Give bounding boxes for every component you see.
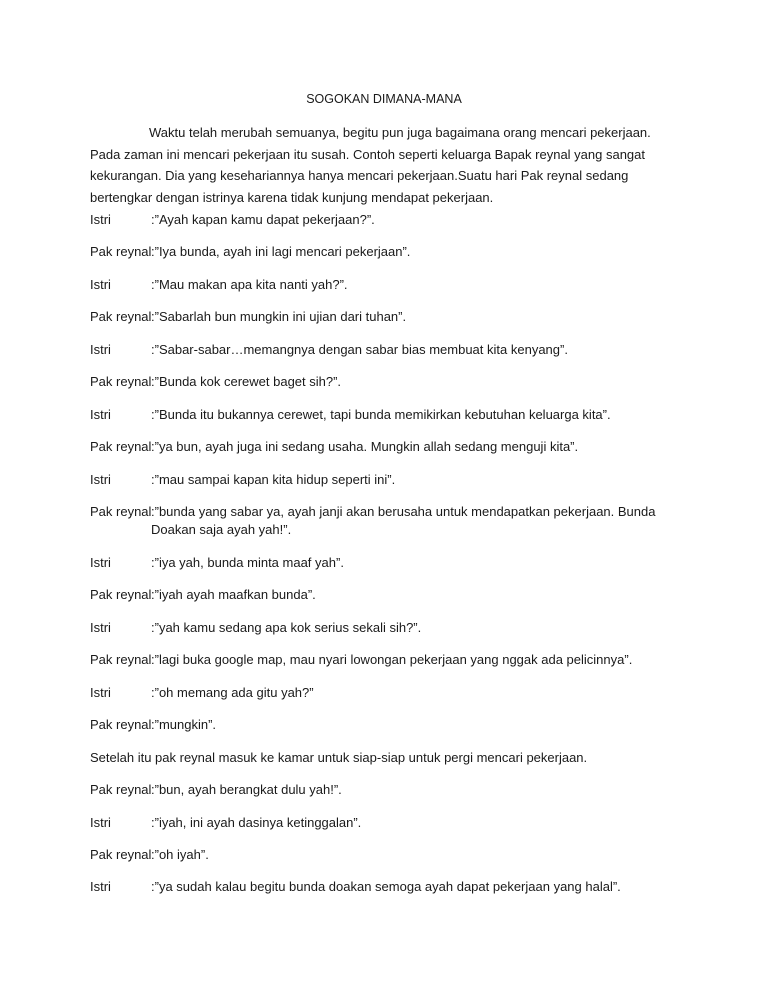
dialogue-line <box>90 715 690 735</box>
speech-text: :”bun, ayah berangkat dulu yah!”. <box>151 782 342 797</box>
speech-text: :”Sabarlah bun mungkin ini ujian dari tuhan”. <box>151 309 407 324</box>
dialogue-line <box>90 877 690 897</box>
dialogue-line <box>90 813 690 833</box>
speaker-label: Istri <box>90 407 111 422</box>
speech-text: :”oh memang ada gitu yah?” <box>151 685 314 700</box>
speech-text: :”ya bun, ayah juga ini sedang usaha. Mungkin allah sedang menguji kita”. <box>151 439 579 454</box>
dialogue-line <box>90 618 690 638</box>
speaker-label: Istri <box>90 620 111 635</box>
speech-text: :”iya yah, bunda minta maaf yah”. <box>151 555 344 570</box>
speaker-label: Pak reynal <box>90 847 152 862</box>
speaker-label: Istri <box>90 472 111 487</box>
speech-text-continuation: Doakan saja ayah yah!”. <box>151 522 292 537</box>
speech-text: :”yah kamu sedang apa kok serius sekali sih?”. <box>151 620 422 635</box>
speaker-label: Pak reynal <box>90 244 152 259</box>
document-title: SOGOKAN DIMANA-MANA <box>306 92 462 106</box>
speaker-label: Istri <box>90 555 111 570</box>
speech-text: :”Bunda itu bukannya cerewet, tapi bunda memikirkan kebutuhan keluarga kita”. <box>151 407 611 422</box>
dialogue-line <box>90 307 690 327</box>
speaker-label: Istri <box>90 685 111 700</box>
speaker-label: Istri <box>90 212 111 227</box>
dialogue-line <box>90 405 690 425</box>
speaker-label: Pak reynal <box>90 439 152 454</box>
speaker-label: Istri <box>90 815 111 830</box>
dialogue-line <box>90 650 690 670</box>
speech-text: :”ya sudah kalau begitu bunda doakan semoga ayah dapat pekerjaan yang halal”. <box>151 879 621 894</box>
speaker-label: Pak reynal <box>90 374 152 389</box>
dialogue-line <box>90 683 690 703</box>
speech-text: :”iyah ayah maafkan bunda”. <box>151 587 316 602</box>
intro-paragraph: Waktu telah merubah semuanya, begitu pun juga bagaimana orang mencari pekerjaan. Pada zaman ini mencari pekerjaan itu susah. Contoh seperti keluarga Bapak reynal yang sangat kekurangan. Dia yang kesehariannya hanya mencari pekerjaan.Suatu hari Pak reynal sedang bertengkar dengan istrinya karena tidak kunjung mendapat pekerjaan. <box>90 125 651 205</box>
dialogue-line <box>90 585 690 605</box>
dialogue-line <box>90 845 690 865</box>
speech-text: :”mungkin”. <box>151 717 217 732</box>
speaker-label: Istri <box>90 277 111 292</box>
speaker-label: Pak reynal <box>90 782 152 797</box>
dialogue-line <box>90 275 690 295</box>
dialogue-line <box>90 502 690 522</box>
speech-text: :”Sabar-sabar…memangnya dengan sabar bias membuat kita kenyang”. <box>151 342 568 357</box>
speech-text: :”oh iyah”. <box>151 847 209 862</box>
narration-line: Setelah itu pak reynal masuk ke kamar untuk siap-siap untuk pergi mencari pekerjaan. <box>90 750 588 765</box>
speech-text: :”Bunda kok cerewet baget sih?”. <box>151 374 342 389</box>
speaker-label: Pak reynal <box>90 717 152 732</box>
speech-text: :”Ayah kapan kamu dapat pekerjaan?”. <box>151 212 375 227</box>
dialogue-line <box>90 780 690 800</box>
dialogue-line <box>90 470 690 490</box>
dialogue-line-continuation <box>90 520 751 540</box>
dialogue-line <box>90 437 690 457</box>
speaker-label: Pak reynal <box>90 587 152 602</box>
dialogue-line <box>90 340 690 360</box>
speaker-label: Istri <box>90 879 111 894</box>
dialogue-line <box>90 372 690 392</box>
dialogue-line <box>90 242 690 262</box>
speech-text: :”iyah, ini ayah dasinya ketinggalan”. <box>151 815 362 830</box>
speech-text: :”Mau makan apa kita nanti yah?”. <box>151 277 348 292</box>
speaker-label: Pak reynal <box>90 504 152 519</box>
speaker-label: Pak reynal <box>90 309 152 324</box>
speech-text: :”mau sampai kapan kita hidup seperti ini”. <box>151 472 396 487</box>
dialogue-line <box>90 210 690 230</box>
speaker-label: Istri <box>90 342 111 357</box>
speech-text: :”Iya bunda, ayah ini lagi mencari pekerjaan”. <box>151 244 411 259</box>
speech-text: :”lagi buka google map, mau nyari lowongan pekerjaan yang nggak ada pelicinnya”. <box>151 652 633 667</box>
speaker-label: Pak reynal <box>90 652 152 667</box>
dialogue-line <box>90 553 690 573</box>
speech-text: :”bunda yang sabar ya, ayah janji akan berusaha untuk mendapatkan pekerjaan. Bunda <box>151 504 656 519</box>
